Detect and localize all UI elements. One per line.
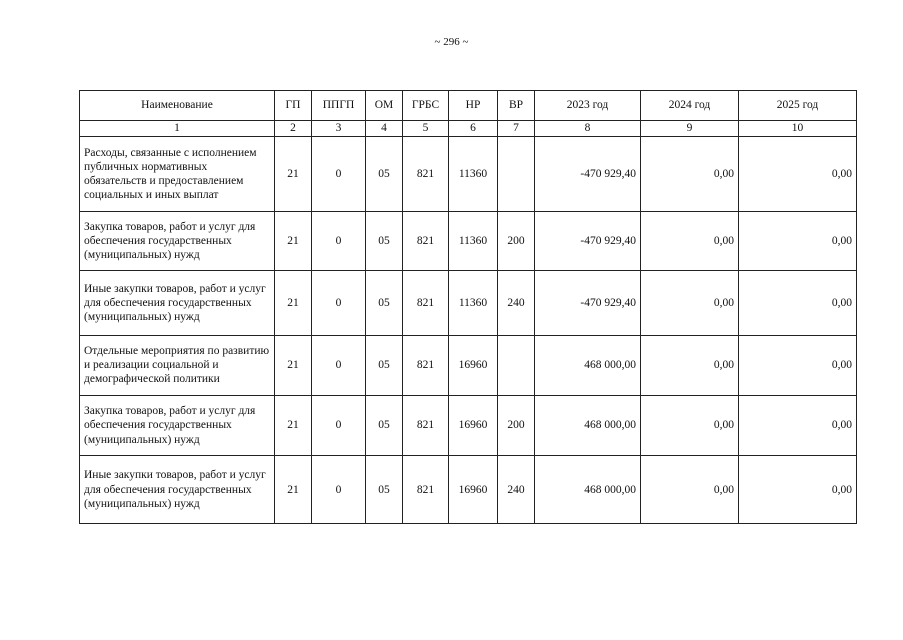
page-number: ~ 296 ~: [434, 36, 469, 48]
row-name: Иные закупки товаров, работ и услуг для обеспечения государственных (муниципальных) нужд: [80, 271, 275, 336]
column-number: 2: [275, 121, 312, 137]
cell-2025: 0,00: [739, 137, 857, 212]
header-row: [80, 91, 857, 121]
column-number: 3: [312, 121, 366, 137]
header-gp: ГП: [275, 91, 312, 121]
row-name: Иные закупки товаров, работ и услуг для обеспечения государственных (муниципальных) нужд: [80, 456, 275, 524]
cell-ppgp: 0: [312, 211, 366, 271]
header-2024: 2024 год: [641, 91, 739, 121]
cell-2024: 0,00: [641, 395, 739, 456]
cell-2024: 0,00: [641, 271, 739, 336]
cell-2024: 0,00: [641, 137, 739, 212]
cell-ppgp: 0: [312, 395, 366, 456]
header-nr: НР: [449, 91, 498, 121]
header-vr: ВР: [498, 91, 535, 121]
header-2025: 2025 год: [739, 91, 857, 121]
cell-gp: 21: [275, 336, 312, 396]
cell-vr: [498, 336, 535, 396]
table-row: [80, 271, 857, 336]
header-om: ОМ: [366, 91, 403, 121]
column-number: 4: [366, 121, 403, 137]
cell-ppgp: 0: [312, 137, 366, 212]
cell-om: 05: [366, 271, 403, 336]
budget-table: [79, 90, 857, 524]
cell-2023: 468 000,00: [535, 456, 641, 524]
table-row: [80, 395, 857, 456]
table-row: [80, 137, 857, 212]
cell-nr: 16960: [449, 456, 498, 524]
column-number: 1: [80, 121, 275, 137]
cell-gp: 21: [275, 211, 312, 271]
cell-ppgp: 0: [312, 336, 366, 396]
cell-vr: 240: [498, 271, 535, 336]
cell-2024: 0,00: [641, 456, 739, 524]
header-2023: 2023 год: [535, 91, 641, 121]
row-name: Закупка товаров, работ и услуг для обеспечения государственных (муниципальных) нужд: [80, 395, 275, 456]
row-name: Расходы, связанные с исполнением публичных нормативных обязательств и предоставлением социальных и иных выплат: [80, 137, 275, 212]
cell-vr: [498, 137, 535, 212]
cell-vr: 200: [498, 211, 535, 271]
header-ppgp: ППГП: [312, 91, 366, 121]
column-number: 7: [498, 121, 535, 137]
cell-grbs: 821: [403, 336, 449, 396]
cell-nr: 16960: [449, 395, 498, 456]
cell-2024: 0,00: [641, 211, 739, 271]
cell-om: 05: [366, 395, 403, 456]
cell-2025: 0,00: [739, 456, 857, 524]
header-name: Наименование: [80, 91, 275, 121]
cell-vr: 240: [498, 456, 535, 524]
cell-vr: 200: [498, 395, 535, 456]
cell-grbs: 821: [403, 137, 449, 212]
cell-nr: 16960: [449, 336, 498, 396]
cell-nr: 11360: [449, 211, 498, 271]
cell-2024: 0,00: [641, 336, 739, 396]
cell-2025: 0,00: [739, 395, 857, 456]
cell-2023: 468 000,00: [535, 395, 641, 456]
cell-grbs: 821: [403, 271, 449, 336]
cell-2023: 468 000,00: [535, 336, 641, 396]
table-row: [80, 336, 857, 396]
header-grbs: ГРБС: [403, 91, 449, 121]
column-number: 6: [449, 121, 498, 137]
cell-gp: 21: [275, 137, 312, 212]
cell-ppgp: 0: [312, 456, 366, 524]
cell-gp: 21: [275, 456, 312, 524]
column-number: 9: [641, 121, 739, 137]
cell-2023: -470 929,40: [535, 271, 641, 336]
cell-gp: 21: [275, 395, 312, 456]
cell-2023: -470 929,40: [535, 211, 641, 271]
cell-om: 05: [366, 137, 403, 212]
cell-grbs: 821: [403, 395, 449, 456]
cell-om: 05: [366, 336, 403, 396]
column-number-row: [80, 121, 857, 137]
cell-om: 05: [366, 456, 403, 524]
column-number: 5: [403, 121, 449, 137]
cell-nr: 11360: [449, 137, 498, 212]
row-name: Закупка товаров, работ и услуг для обеспечения государственных (муниципальных) нужд: [80, 211, 275, 271]
table-row: [80, 211, 857, 271]
cell-2023: -470 929,40: [535, 137, 641, 212]
cell-2025: 0,00: [739, 211, 857, 271]
column-number: 8: [535, 121, 641, 137]
cell-2025: 0,00: [739, 336, 857, 396]
cell-gp: 21: [275, 271, 312, 336]
cell-om: 05: [366, 211, 403, 271]
cell-2025: 0,00: [739, 271, 857, 336]
cell-nr: 11360: [449, 271, 498, 336]
cell-grbs: 821: [403, 211, 449, 271]
cell-ppgp: 0: [312, 271, 366, 336]
column-number: 10: [739, 121, 857, 137]
cell-grbs: 821: [403, 456, 449, 524]
table-row: [80, 456, 857, 524]
row-name: Отдельные мероприятия по развитию и реализации социальной и демографической политики: [80, 336, 275, 396]
